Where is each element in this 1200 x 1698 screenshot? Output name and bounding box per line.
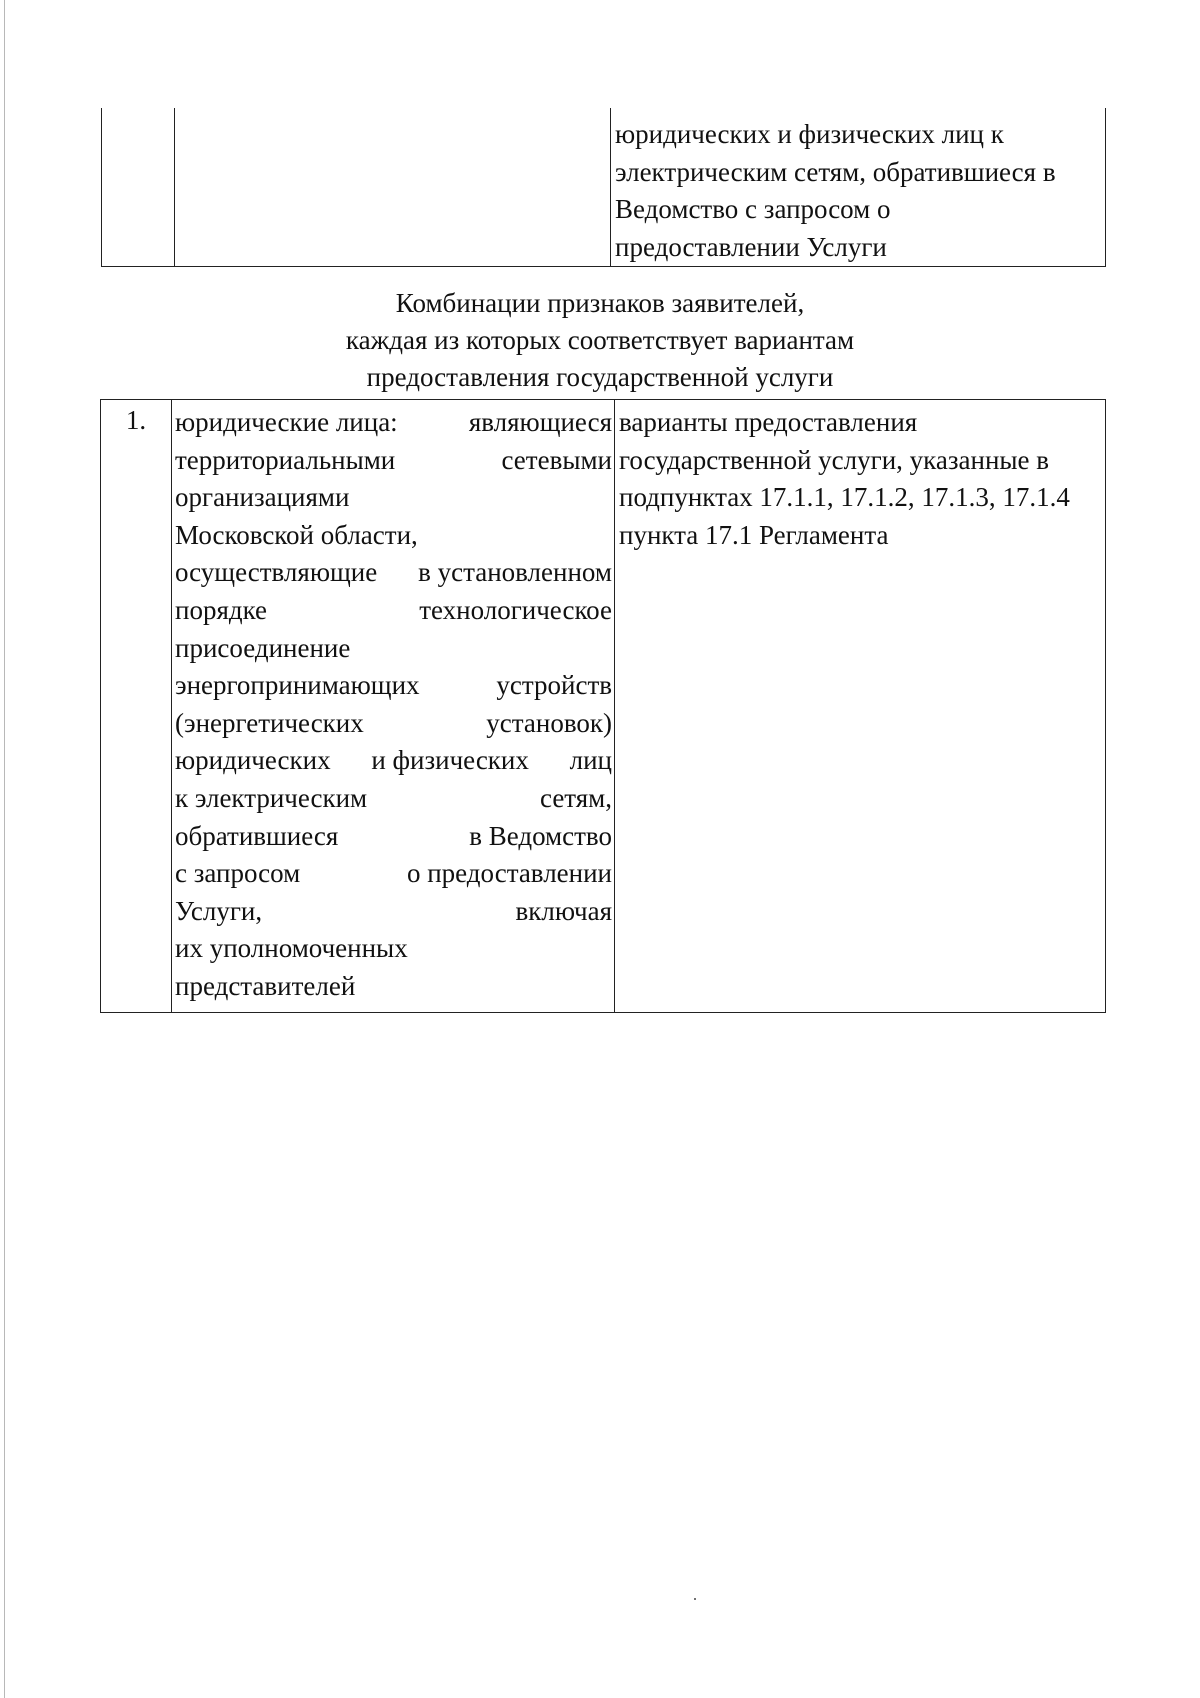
criteria-line [175, 667, 612, 705]
criteria-word: Услуги, [175, 895, 263, 926]
criteria-word: являющиеся [468, 407, 612, 437]
applicant-criteria-cell [172, 400, 615, 1013]
service-variants-cell [615, 400, 1106, 1013]
criteria-word: о предоставлении [406, 858, 612, 889]
criteria-word: порядке [175, 594, 268, 625]
scan-speck [694, 1598, 696, 1600]
criteria-word: юридических [175, 745, 331, 776]
criteria-word: обратившиеся [175, 820, 339, 851]
heading-line: Комбинации признаков заявителей, [395, 288, 805, 318]
criteria-line [175, 818, 612, 856]
text-line: юридических и физических лиц к [615, 119, 1004, 149]
criteria-word: энергопринимающих [175, 670, 420, 701]
criteria-line [175, 855, 612, 893]
criteria-word: территориальными [175, 444, 396, 475]
criteria-word: в Ведомство [469, 820, 612, 851]
criteria-line [175, 968, 612, 1006]
combinations-table [100, 399, 1106, 1013]
criteria-word: устройств [496, 670, 612, 701]
text-line: Ведомство с запросом о [615, 194, 891, 225]
criteria-word: сетевыми [501, 444, 612, 475]
heading-line: каждая из которых соответствует вариантам [345, 325, 855, 355]
criteria-word: присоединение [175, 632, 351, 663]
variant-line: пункта 17.1 Регламента [619, 519, 889, 550]
criteria-word: сетям, [540, 782, 612, 813]
section-heading [0, 285, 1200, 396]
criteria-line [175, 517, 612, 555]
criteria-line [175, 705, 612, 743]
number-cell [102, 108, 175, 267]
criteria-line [175, 893, 612, 931]
criteria-word: к электрическим [175, 782, 368, 813]
text-line: электрическим сетям, обратившиеся в [615, 156, 1056, 187]
criteria-word: Московской области, [175, 519, 418, 550]
variant-line: подпунктах 17.1.1, 17.1.2, 17.1.3, 17.1.4 [619, 482, 1070, 513]
scan-edge-line [4, 0, 5, 1698]
row-number-cell: 1. [101, 400, 172, 1013]
criteria-word: установок) [486, 707, 612, 738]
criteria-line [175, 630, 612, 668]
variant-line: государственной услуги, указанные в [619, 444, 1050, 475]
criteria-word: осуществляющие [175, 557, 378, 588]
criteria-line [175, 442, 612, 480]
criteria-word: (энергетических [175, 707, 364, 738]
criteria-word: их уполномоченных [175, 933, 408, 964]
variant-line: варианты предоставления [619, 407, 918, 437]
criteria-line [175, 554, 612, 592]
criteria-line [175, 930, 612, 968]
criteria-word: и физических [371, 745, 529, 776]
table-row [101, 400, 1106, 1013]
table-row [102, 108, 1106, 267]
criteria-word: лиц [569, 745, 612, 776]
criteria-word: представителей [175, 970, 356, 1001]
criteria-word: включая [515, 895, 612, 926]
criteria-word: технологическое [419, 594, 612, 625]
criteria-word: юридические лица: [175, 407, 398, 437]
criteria-line [175, 592, 612, 630]
criteria-line [175, 404, 612, 442]
criteria-line [175, 780, 612, 818]
heading-line: предоставления государственной услуги [366, 362, 834, 392]
criteria-cell [175, 108, 611, 267]
text-line: предоставлении Услуги [615, 231, 887, 262]
criteria-word: с запросом [175, 858, 301, 889]
criteria-word: в установленном [418, 557, 612, 588]
criteria-line [175, 479, 612, 517]
criteria-word: организациями [175, 482, 350, 513]
applicant-description-cell [611, 108, 1106, 267]
criteria-line [175, 742, 612, 780]
table-fragment-continued [101, 108, 1106, 267]
